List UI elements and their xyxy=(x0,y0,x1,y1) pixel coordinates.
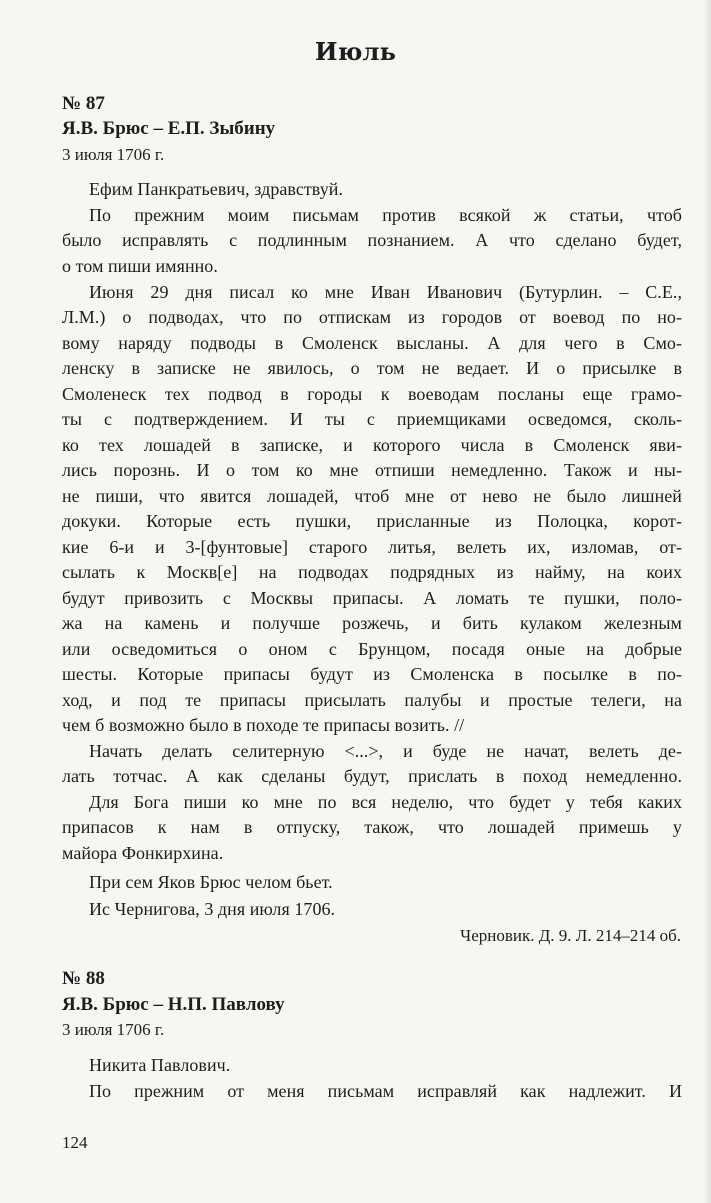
letter-line: Июня 29 дня писал ко мне Иван Иванович (Бутурлин. – С.Е., xyxy=(89,282,682,302)
scan-edge-shadow xyxy=(705,0,711,1203)
letter-line: Никита Павлович. xyxy=(89,1055,231,1075)
month-heading: Июль xyxy=(314,37,397,66)
letter-line: не пиши, что явится лошадей, чтоб мне от нево не было лишней xyxy=(62,486,682,506)
letter-line: сылать к Москв[е] на подводах подрядных из найму, на коих xyxy=(62,562,682,582)
letter-line: ленску в записке не явилось, о том не ведает. И о присылке в xyxy=(62,358,682,378)
entry-date: 3 июля 1706 г. xyxy=(62,145,165,164)
letter-line: чем б возможно было в походе те припасы возить. // xyxy=(62,715,465,735)
page-number: 124 xyxy=(62,1133,88,1152)
letter-line: лать тотчас. А как сделаны будут, прислать в поход немедленно. xyxy=(62,766,682,786)
archive-source: Черновик. Д. 9. Л. 214–214 об. xyxy=(460,926,681,945)
letter-line: Для Бога пиши ко мне по вся неделю, что будет у тебя каких xyxy=(89,792,682,812)
letter-line: кие 6-и и 3-[фунтовые] старого литья, велеть их, изломав, от- xyxy=(62,537,682,557)
entry-title: Я.В. Брюс – Е.П. Зыбину xyxy=(62,118,276,139)
letter-line: жа на камень и получше розжечь, и бить кулаком железным xyxy=(62,613,682,633)
letter-line: докуки. Которые есть пушки, присланные из Полоцка, корот- xyxy=(62,511,682,531)
letter-line: Л.М.) о подводах, что по отпискам из городов от воевод по но- xyxy=(62,307,682,327)
letter-line: При сем Яков Брюс челом бьет. xyxy=(89,872,333,892)
letter-line: ход, и под те припасы присылать палубы и простые телеги, на xyxy=(62,690,682,710)
letter-line: будут привозить с Москвы припасы. А ломать те пушки, поло- xyxy=(62,588,682,608)
letter-line: Начать делать селитерную <...>, и буде не начат, велеть де- xyxy=(89,741,682,761)
letter-line: майора Фонкирхина. xyxy=(62,843,224,863)
letter-line: По прежним от меня письмам исправляй как надлежит. И xyxy=(89,1081,682,1101)
letter-line: ко тех лошадей в записке, и которого числа в Смоленск яви- xyxy=(62,435,682,455)
entry-number: № 87 xyxy=(62,93,105,114)
letter-line: лись порознь. И о том ко мне отпиши немедленно. Також и ны- xyxy=(62,460,682,480)
letter-line: Ис Чернигова, 3 дня июля 1706. xyxy=(89,899,336,919)
letter-line: ты с подтверждением. И ты с приемщиками осведомся, сколь- xyxy=(62,409,682,429)
letter-line: Ефим Панкратьевич, здравствуй. xyxy=(89,179,344,199)
entry-number: № 88 xyxy=(62,968,105,989)
letter-line: вому наряду подводы в Смоленск высланы. А для чего в Смо- xyxy=(62,333,682,353)
entry-title: Я.В. Брюс – Н.П. Павлову xyxy=(62,994,285,1015)
letter-line: о том пиши имянно. xyxy=(62,256,218,276)
letter-line: Смоленеск тех подвод в городы к воеводам посланы еще грамо- xyxy=(62,384,682,404)
letter-line: По прежним моим письмам против всякой ж статьи, чтоб xyxy=(89,205,682,225)
letter-line: припасов к нам в отпуску, також, что лошадей примешь у xyxy=(62,817,682,837)
letter-line: или осведомиться о оном с Брунцом, посадя оные на добрые xyxy=(62,639,682,659)
entry-date: 3 июля 1706 г. xyxy=(62,1020,165,1039)
letter-line: было исправлять с подлинным познанием. А что сделано будет, xyxy=(62,230,682,250)
letter-line: шесты. Которые припасы будут из Смоленска в посылке в по- xyxy=(62,664,682,684)
